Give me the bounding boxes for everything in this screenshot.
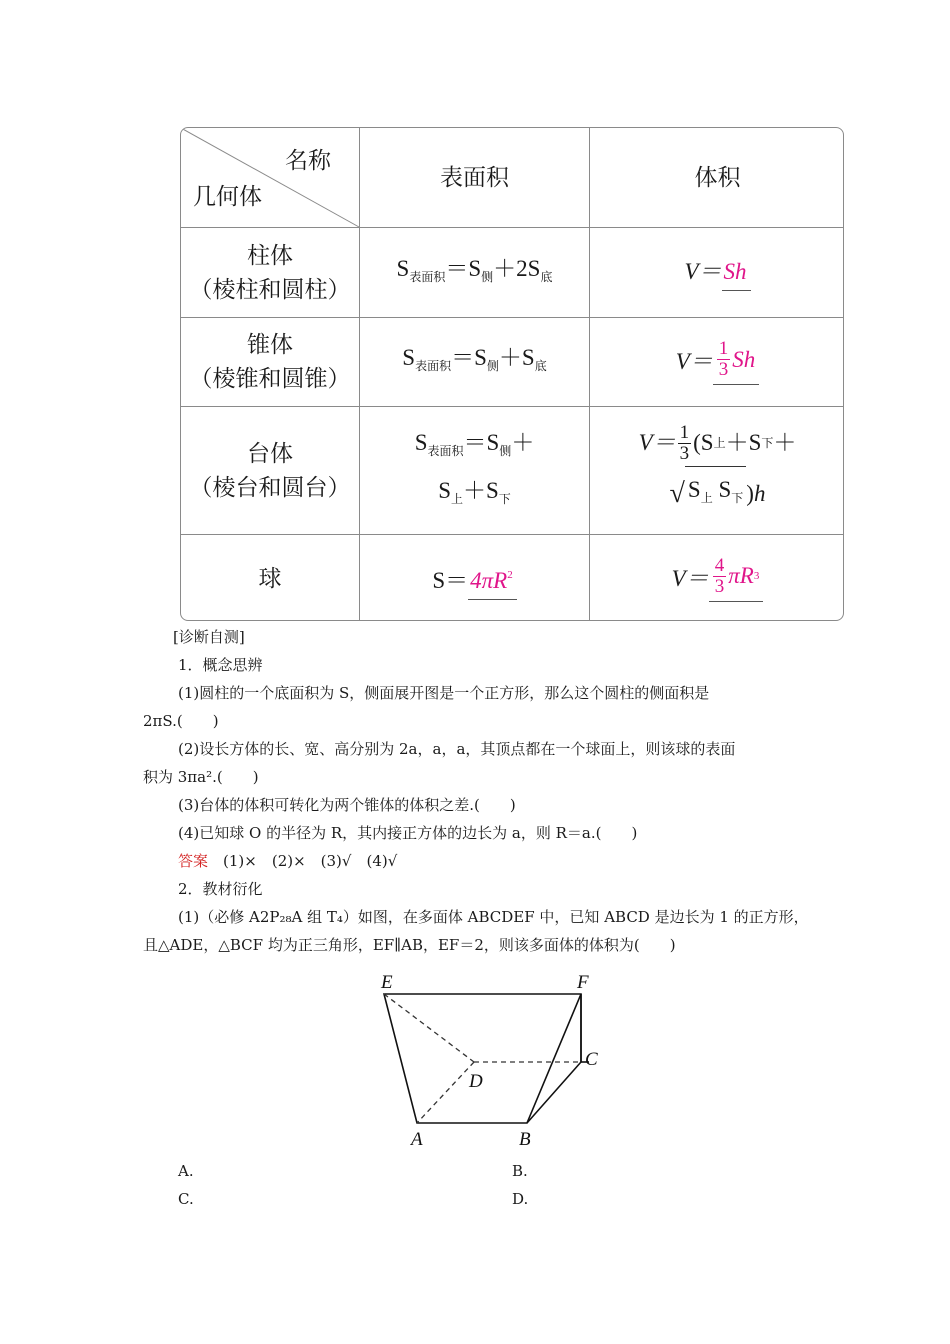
row-name: 柱体 [247, 242, 293, 269]
row-name: 球 [258, 565, 282, 592]
label-D: D [469, 1071, 483, 1092]
edge-ED-hidden [384, 994, 474, 1062]
answer-blank: Sh [722, 255, 751, 291]
q1-item2-line1: (2)设长方体的长、宽、高分别为 2a，a，a，其顶点都在一个球面上，则该球的表面 [178, 740, 736, 758]
answer-text: (1)× (2)× (3)√ (4)√ [223, 852, 398, 870]
label-F: F [577, 972, 589, 993]
answer-blank: $4\pi R^2$ [468, 558, 517, 600]
option-b[interactable]: B. [512, 1162, 528, 1180]
option-d[interactable]: D. [512, 1190, 529, 1208]
row-frustum-surface: $S_{表面积}=S_侧+$ $S_上+S_下$ [414, 429, 535, 506]
row-prism-surface: $S_{表面积}=S_侧+2S_底$ [396, 255, 553, 284]
q2-title: 2．教材衍化 [178, 880, 263, 898]
q1-item2-line2: 积为 3πa².( ) [143, 768, 259, 786]
header-corner-top: 名称 [285, 148, 331, 174]
header-volume: 体积 [694, 164, 741, 191]
q1-item1-line1: (1)圆柱的一个底面积为 S，侧面展开图是一个正方形，那么这个圆柱的侧面积是 [178, 684, 710, 702]
row-name: 台体 [247, 440, 293, 467]
q1-answer [178, 850, 397, 872]
polyhedron-figure [369, 966, 617, 1158]
outline-edges [384, 994, 581, 1123]
header-corner-bottom: 几何体 [193, 184, 262, 210]
row-prism-name [181, 228, 359, 317]
row-cone-surface: $S_{表面积}=S_侧+S_底$ [402, 345, 547, 373]
row-cone-name [181, 318, 359, 406]
label-C: C [585, 1049, 598, 1070]
option-c[interactable]: C. [178, 1190, 194, 1208]
answer-blank: $\frac{4}{3}$ πR 3 [709, 556, 764, 602]
row-sphere-volume: V＝ $\frac{4}{3}$ πR 3 [590, 535, 844, 621]
q1-item1-line2: 2πS.( ) [143, 712, 219, 730]
q2-item1-line1: (1)（必修 A2P₂₈A 组 T₄）如图，在多面体 ABCDEF 中，已知 ABCD 是边长为 1 的正方形， [178, 908, 809, 926]
header-surface: 表面积 [440, 164, 509, 191]
section-title: [诊断自测] [173, 628, 245, 646]
row-sphere-name [181, 535, 359, 621]
row-name: 锥体 [247, 332, 293, 358]
edge-DA-hidden [417, 1062, 474, 1123]
option-a[interactable]: A. [178, 1162, 194, 1180]
q1-title: 1．概念思辨 [178, 656, 263, 674]
row-cone-volume: V＝ $\frac{1}{3}$ Sh [590, 318, 844, 406]
row-frustum-volume: V＝ $\frac{1}{3}$ ( S 上 ＋ S 下 ＋ √ $S_上$ $S_下$ ) h [590, 407, 844, 534]
answer-label: 答案 [178, 852, 209, 870]
edge-FB [527, 994, 581, 1123]
q1-item3: (3)台体的体积可转化为两个锥体的体积之差.( ) [178, 796, 516, 814]
label-B: B [519, 1129, 531, 1150]
row-detail: （棱柱和圆柱） [189, 276, 351, 303]
q1-item4: (4)已知球 O 的半径为 R，其内接正方体的边长为 a，则 R＝a.( ) [178, 824, 638, 842]
q2-item1-line2: 且△ADE，△BCF 均为正三角形，EF∥AB，EF＝2，则该多面体的体积为( ) [143, 936, 676, 954]
label-E: E [381, 972, 393, 993]
row-detail: （棱锥和圆锥） [189, 366, 351, 392]
row-prism-volume: V＝Sh [590, 228, 844, 317]
formula-table [180, 127, 844, 621]
row-detail: （棱台和圆台） [189, 474, 351, 501]
label-A: A [411, 1129, 423, 1150]
row-sphere-surface: $S=4\pi R^2$ [360, 535, 589, 621]
row-frustum-name [181, 407, 359, 534]
answer-blank: $\frac{1}{3}$ Sh [713, 339, 760, 385]
